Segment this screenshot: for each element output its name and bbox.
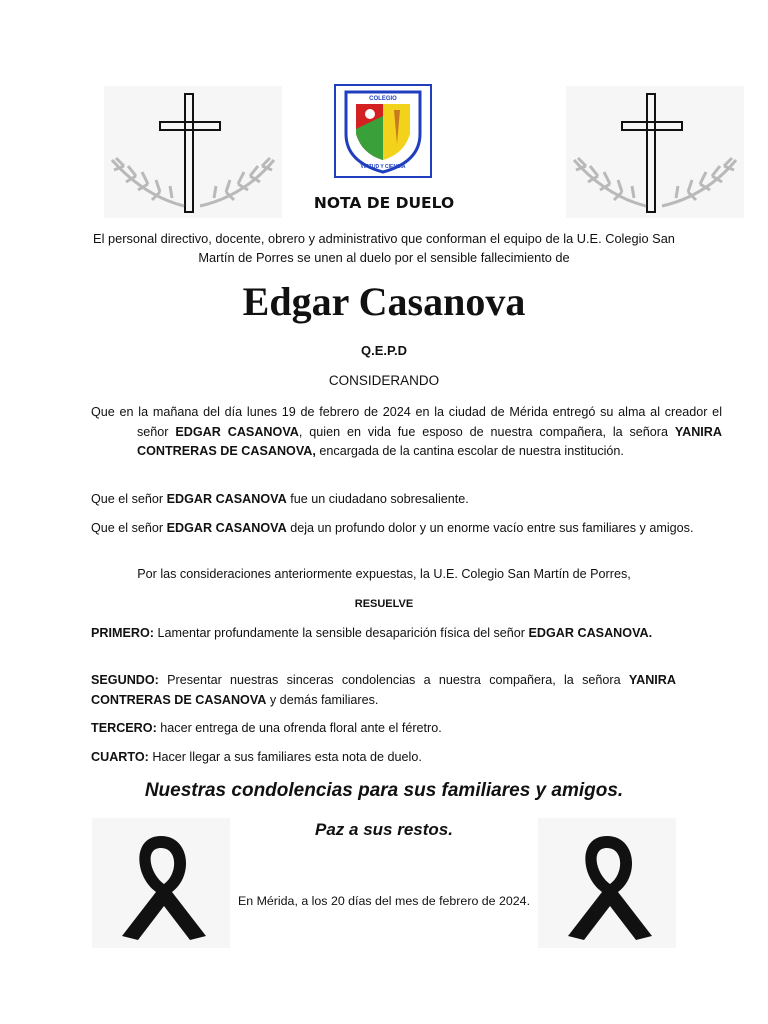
resolution-segundo: SEGUNDO: Presentar nuestras sinceras condolencias a nuestra compañera, la señora YANIRA CONTRERAS DE CASANOVA y demás familiares. [91, 673, 676, 707]
ribbon-right-icon [538, 818, 676, 948]
resolution-primero: PRIMERO: Lamentar profundamente la sensible desaparición física del señor EDGAR CASANOVA. [91, 626, 653, 640]
condolences-text: Nuestras condolencias para sus familiares y amigos. [144, 780, 624, 801]
ribbon-left-icon [92, 818, 230, 948]
resolution-cuarto: CUARTO: Hacer llegar a sus familiares esta nota de duelo. [91, 750, 422, 764]
place-date-text: En Mérida, a los 20 días del mes de febrero de 2024. [237, 894, 531, 908]
considerando-paragraph-1: Que en la mañana del día lunes 19 de febrero de 2024 en la ciudad de Mérida entregó su alma al creador el señor EDGAR CASANOVA, quien en vida fue esposo de nuestra compañera, la señora YANIRA CONTRERAS DE CASANOVA, encargada de la cantina escolar de nuestra institución. [91, 405, 722, 458]
resuelve-heading: RESUELVE [354, 598, 414, 610]
considerando-paragraph-2: Que el señor EDGAR CASANOVA fue un ciudadano sobresaliente. [91, 492, 469, 506]
logo-bottom-text: VIRTUD Y CIENCIA [360, 164, 406, 170]
deceased-name: Edgar Casanova [242, 279, 526, 324]
logo-top-text: COLEGIO [369, 96, 397, 102]
peace-text: Paz a sus restos. [315, 820, 453, 839]
page-title: NOTA DE DUELO [313, 194, 455, 212]
considerando-paragraph-4: Por las consideraciones anteriormente expuestas, la U.E. Colegio San Martín de Porres, [137, 567, 631, 581]
qepd-label: Q.E.P.D [360, 343, 407, 358]
resolution-tercero: TERCERO: hacer entrega de una ofrenda floral ante el féretro. [91, 721, 442, 735]
considerando-paragraph-3: Que el señor EDGAR CASANOVA deja un profundo dolor y un enorme vacío entre sus familiares y amigos. [91, 521, 694, 535]
considerando-heading: CONSIDERANDO [328, 373, 440, 388]
school-logo [334, 84, 432, 178]
intro-text: El personal directivo, docente, obrero y administrativo que conforman el equipo de la U.E. Colegio San Martín de Porres se unen al duelo por el sensible fallecimiento de [93, 231, 675, 265]
